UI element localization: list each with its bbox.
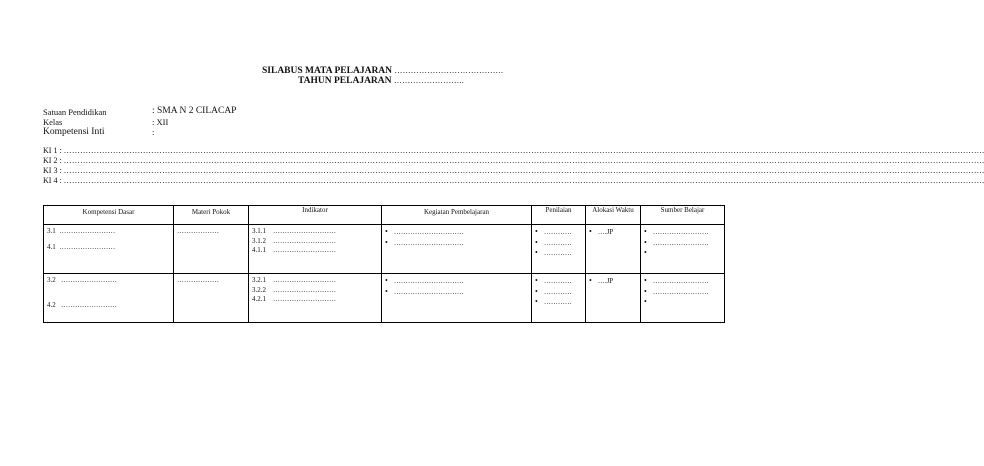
kd-cell [44, 274, 174, 323]
ki-3-label: KI 3 : [43, 166, 62, 175]
title-line-2 [298, 76, 464, 86]
penilaian-item: • ………… [535, 287, 582, 298]
kegiatan-item: • ………………………… [385, 227, 528, 238]
materi-cell: ……………… [174, 274, 249, 323]
indikator-item: 3.2.1 ……………………… [252, 276, 336, 284]
title-text: SILABUS MATA PELAJARAN [262, 66, 393, 76]
sumber-item [644, 297, 721, 308]
sumber-item: • …………………… [644, 276, 721, 287]
ki-4-label: KI 4 : [43, 176, 62, 185]
header-kegiatan: Kegiatan Pembelajaran [382, 206, 532, 225]
ki-3-dots: …………………………………………………………………………………………………………………………………………………………………………………………………………………………………………………………………………………………………………. [63, 166, 984, 175]
sumber-item [644, 248, 721, 259]
penilaian-cell [532, 225, 586, 274]
header-alokasi: Alokasi Waktu [586, 206, 641, 225]
kegiatan-cell [382, 274, 532, 323]
penilaian-item: • ………… [535, 238, 582, 249]
ki-label: Kompetensi Inti [43, 127, 105, 137]
sumber-cell [641, 225, 725, 274]
kegiatan-item: • ………………………… [385, 276, 528, 287]
year-dots: …………………….. [393, 76, 464, 85]
school-value: : SMA N 2 CILACAP [152, 106, 237, 116]
ki-1-label: KI 1 : [43, 146, 62, 155]
alokasi-cell: • ….JP [586, 225, 641, 274]
indikator-item: 4.2.1 ……………………… [252, 295, 336, 303]
year-text: TAHUN PELAJARAN [298, 76, 392, 86]
indikator-item: 3.1.2 ……………………… [252, 236, 336, 245]
kd-cell [44, 225, 174, 274]
sumber-cell [641, 274, 725, 323]
ki-4-line [43, 176, 984, 185]
school-label: Satuan Pendidikan [43, 107, 107, 117]
header-sumber: Sumber Belajar [641, 206, 725, 225]
ki-colon: : [152, 127, 155, 137]
ki-2-dots: …………………………………………………………………………………………………………………………………………………………………………………………………………………………………………………………………………………………………………. [63, 156, 984, 165]
kd-item: 3.1 …………………… [47, 227, 116, 235]
indikator-cell [249, 274, 382, 323]
class-label: Kelas [43, 117, 63, 127]
header-indikator: Indikator [249, 206, 382, 225]
title-dots: …………………………………. [394, 66, 504, 75]
ki-1-dots: …………………………………………………………………………………………………………………………………………………………………………………………………………………………………………………………………………………………………………. [63, 146, 984, 155]
title-line-1 [262, 66, 503, 76]
sumber-item: • …………………… [644, 227, 721, 238]
ki-2-line [43, 156, 984, 165]
table-row [44, 274, 725, 323]
ki-3-line [43, 166, 984, 175]
indikator-item: 3.2.2 ……………………… [252, 285, 336, 294]
table-header-row [44, 206, 725, 225]
penilaian-item: • ………… [535, 227, 582, 238]
kegiatan-item: • ………………………… [385, 238, 528, 249]
penilaian-item: • ………… [535, 297, 582, 308]
kegiatan-cell [382, 225, 532, 274]
penilaian-item: • ………… [535, 248, 582, 259]
indikator-item: 4.1.1 ……………………… [252, 246, 336, 254]
indikator-cell [249, 225, 382, 274]
ki-1-line [43, 146, 984, 155]
ki-4-dots: …………………………………………………………………………………………………………………………………………………………………………………………………………………………………………………………………………………………………………. [63, 176, 984, 185]
alokasi-cell: • ….JP [586, 274, 641, 323]
class-value: : XII [152, 117, 169, 127]
indikator-item: 3.1.1 ……………………… [252, 227, 336, 235]
materi-cell: ……………… [174, 225, 249, 274]
kegiatan-item: • ………………………… [385, 287, 528, 298]
syllabus-table [43, 205, 725, 323]
kd-item: 4.1 …………………… [47, 242, 116, 251]
header-kompetensi-dasar: Kompetensi Dasar [44, 206, 174, 225]
penilaian-cell [532, 274, 586, 323]
sumber-item: • …………………… [644, 287, 721, 298]
header-penilaian: Penilaian [532, 206, 586, 225]
table-row [44, 225, 725, 274]
kd-item: 3.2 …………………… [47, 276, 117, 284]
penilaian-item: • ………… [535, 276, 582, 287]
ki-2-label: KI 2 : [43, 156, 62, 165]
sumber-item: • …………………… [644, 238, 721, 249]
header-materi-pokok: Materi Pokok [174, 206, 249, 225]
kd-item: 4.2 …………………… [47, 300, 117, 309]
